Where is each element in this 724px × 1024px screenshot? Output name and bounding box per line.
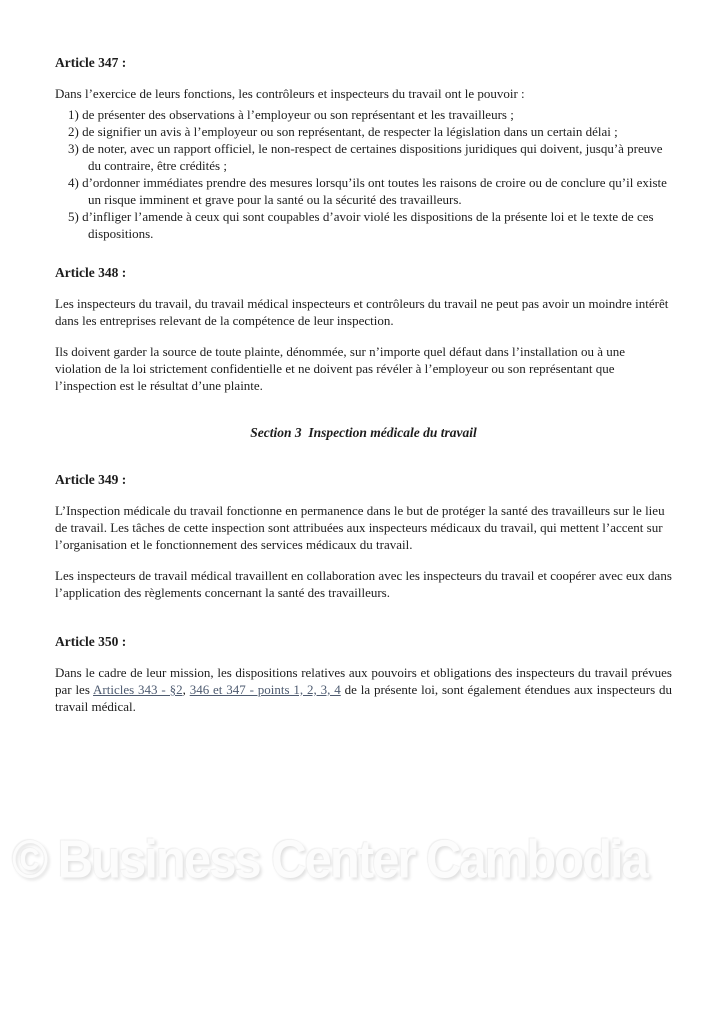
article-350-separator: , [182, 682, 190, 697]
list-item: 4) d’ordonner immédiates prendre des mesures lorsqu’ils ont toutes les raisons de croire ou de conclure qu’il existe un risque imminent et grave pour la santé ou la sécurité des travailleurs. [68, 175, 667, 207]
article-347-list [55, 106, 672, 242]
article-350-text-before: Dans le cadre de leur mission, les dispositions relatives aux pouvoirs et obligations des inspecteurs du travail prévues par les [55, 665, 672, 697]
article-350-paragraph [55, 664, 672, 715]
article-347-heading: Article 347 : [55, 55, 127, 70]
article-347-intro: Dans l’exercice de leurs fonctions, les contrôleurs et inspecteurs du travail ont le pouvoir : [55, 86, 525, 101]
article-349-heading: Article 349 : [55, 472, 127, 487]
section-3-heading: Section 3 Inspection médicale du travail [250, 425, 477, 440]
list-item: 2) de signifier un avis à l’employeur ou son représentant, de respecter la législation dans un certain délai ; [68, 124, 618, 139]
article-350-text-after: de la présente loi, sont également étendues aux inspecteurs du travail médical. [55, 682, 673, 714]
list-item: 5) d’infliger l’amende à ceux qui sont coupables d’avoir violé les dispositions de la présente loi et le texte de ces dispositions. [68, 209, 654, 241]
watermark: © Business Center Cambodia [12, 830, 647, 890]
link-articles-343[interactable]: Articles 343 - §2 [93, 682, 183, 697]
list-item: 3) de noter, avec un rapport officiel, le non-respect de certaines dispositions juridiques qui doivent, jusqu’à preuve du contraire, être crédités ; [68, 141, 663, 173]
article-349-paragraph-1: L’Inspection médicale du travail fonctionne en permanence dans le but de protéger la santé des travailleurs sur le lieu de travail. Les tâches de cette inspection sont attribuées aux inspecteurs médicaux du travail, qui mettent l’accent sur l’organisation et le fonctionnement des services médicaux du travail. [55, 503, 665, 552]
article-350-heading: Article 350 : [55, 634, 127, 649]
list-item: 1) de présenter des observations à l’employeur ou son représentant et les travailleurs ; [68, 107, 514, 122]
article-348-paragraph-1: Les inspecteurs du travail, du travail médical inspecteurs et contrôleurs du travail ne peut pas avoir un moindre intérêt dans les entreprises relevant de la compétence de leur inspection. [55, 296, 669, 328]
article-348-heading: Article 348 : [55, 265, 127, 280]
article-348-paragraph-2: Ils doivent garder la source de toute plainte, dénommée, sur n’importe quel défaut dans l’installation ou à une violation de la loi strictement confidentielle et ne doivent pas révéler à l’employeur ou son représentant que l’inspection est le résultat d’une plainte. [55, 344, 626, 393]
article-349-paragraph-2: Les inspecteurs de travail médical travaillent en collaboration avec les inspecteurs du travail et coopérer avec eux dans l’application des règlements concernant la santé des travailleurs. [55, 568, 672, 600]
link-articles-346-347[interactable]: 346 et 347 - points 1, 2, 3, 4 [189, 682, 341, 697]
